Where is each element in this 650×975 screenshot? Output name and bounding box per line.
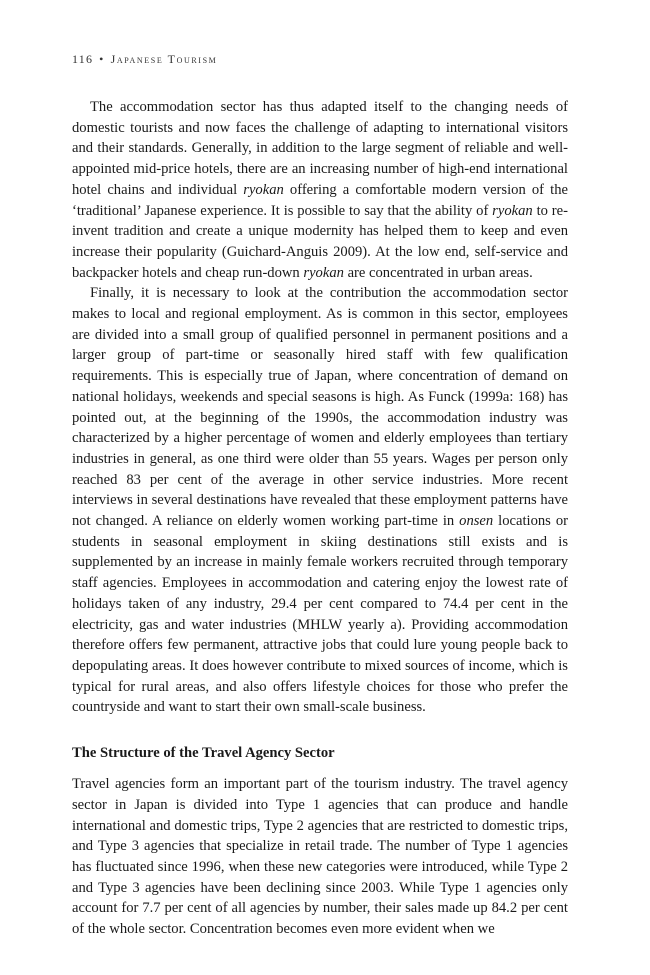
paragraph-travel-agency: Travel agencies form an important part of the tourism industry. The travel agency sector in Japan is divided into Type 1 agencies that can produce and handle international and domestic trips, Type 2 agencies that are restricted to domestic trips, and Type 3 agencies that specialize in retail trade. The number of Type 1 agencies has fluctuated since 1996, when these new categories were introduced, while Type 2 and Type 3 agencies have been declining since 2003. While Type 1 agencies only account for 7.7 per cent of all agencies by number, their sales made up 84.2 per cent of the whole sector. Concentration becomes even more evident when we [72, 776, 568, 938]
italic-term: ryokan [243, 181, 284, 198]
paragraph-accommodation-adaptation [72, 97, 568, 283]
text-run: The accommodation sector has thus adapted itself to the changing needs of domestic tourists and now faces the challenge of adapting to international visitors and their standards. Generally, in addition to the large segment of reliable and well-appointed mid-price hotels, there are an increasing number of high-end international hotel chains and individual [72, 99, 568, 198]
text-run: to re-invent tradition and create a unique modernity has helped them to keep and even increase their popularity (Guichard-Anguis 2009). At the low end, self-service and backpacker hotels and cheap run-down [72, 202, 568, 281]
section-heading: The Structure of the Travel Agency Sector [72, 745, 335, 762]
text-run: locations or students in seasonal employment in skiing destinations still exists and is supplemented by an increase in mainly female workers recruited through temporary staff agencies. Employees in accommodation and catering enjoy the lowest rate of holidays taken of any industry, 29.4 per cent compared to 74.4 per cent in the electricity, gas and water industries (MHLW yearly a). Providing accommodation therefore offers few permanent, attractive jobs that could lure young people back to depopulating areas. It does however contribute to mixed sources of income, which is typical for rural areas, and also offers lifestyle choices for those who prefer the countryside and want to start their own small-scale business. [72, 513, 568, 716]
italic-term: ryokan [303, 264, 344, 281]
running-head [72, 52, 217, 67]
italic-term: onsen [459, 513, 494, 530]
page-number: 116 [72, 52, 94, 66]
paragraph-employment [72, 283, 568, 718]
body-text [72, 97, 568, 940]
italic-term: ryokan [492, 202, 533, 219]
text-run: are concentrated in urban areas. [343, 264, 533, 281]
text-run: Finally, it is necessary to look at the contribution the accommodation sector makes to local and regional employment. As is common in this sector, employees are divided into a small group of qualified personnel in permanent positions and a larger group of part-time or seasonally hired staff with few qualification requirements. This is especially true of Japan, where concentration of demand on national holidays, weekends and special seasons is high. As Funck (1999a: 168) has pointed out, at the beginning of the 1990s, the accommodation industry was characterized by a higher percentage of women and elderly employees than tertiary industries in general, as one third were older than 55 years. Wages per person only reached 83 per cent of the average in other service industries. More recent interviews in several destinations have revealed that these employment patterns have not changed. A reliance on elderly women working part-time in [72, 285, 568, 530]
separator-bullet: • [99, 52, 105, 66]
book-title: Japanese Tourism [110, 52, 218, 66]
text-run: offering a comfortable modern version of the ‘traditional’ Japanese experience. It is possible to say that the ability of [72, 181, 568, 219]
